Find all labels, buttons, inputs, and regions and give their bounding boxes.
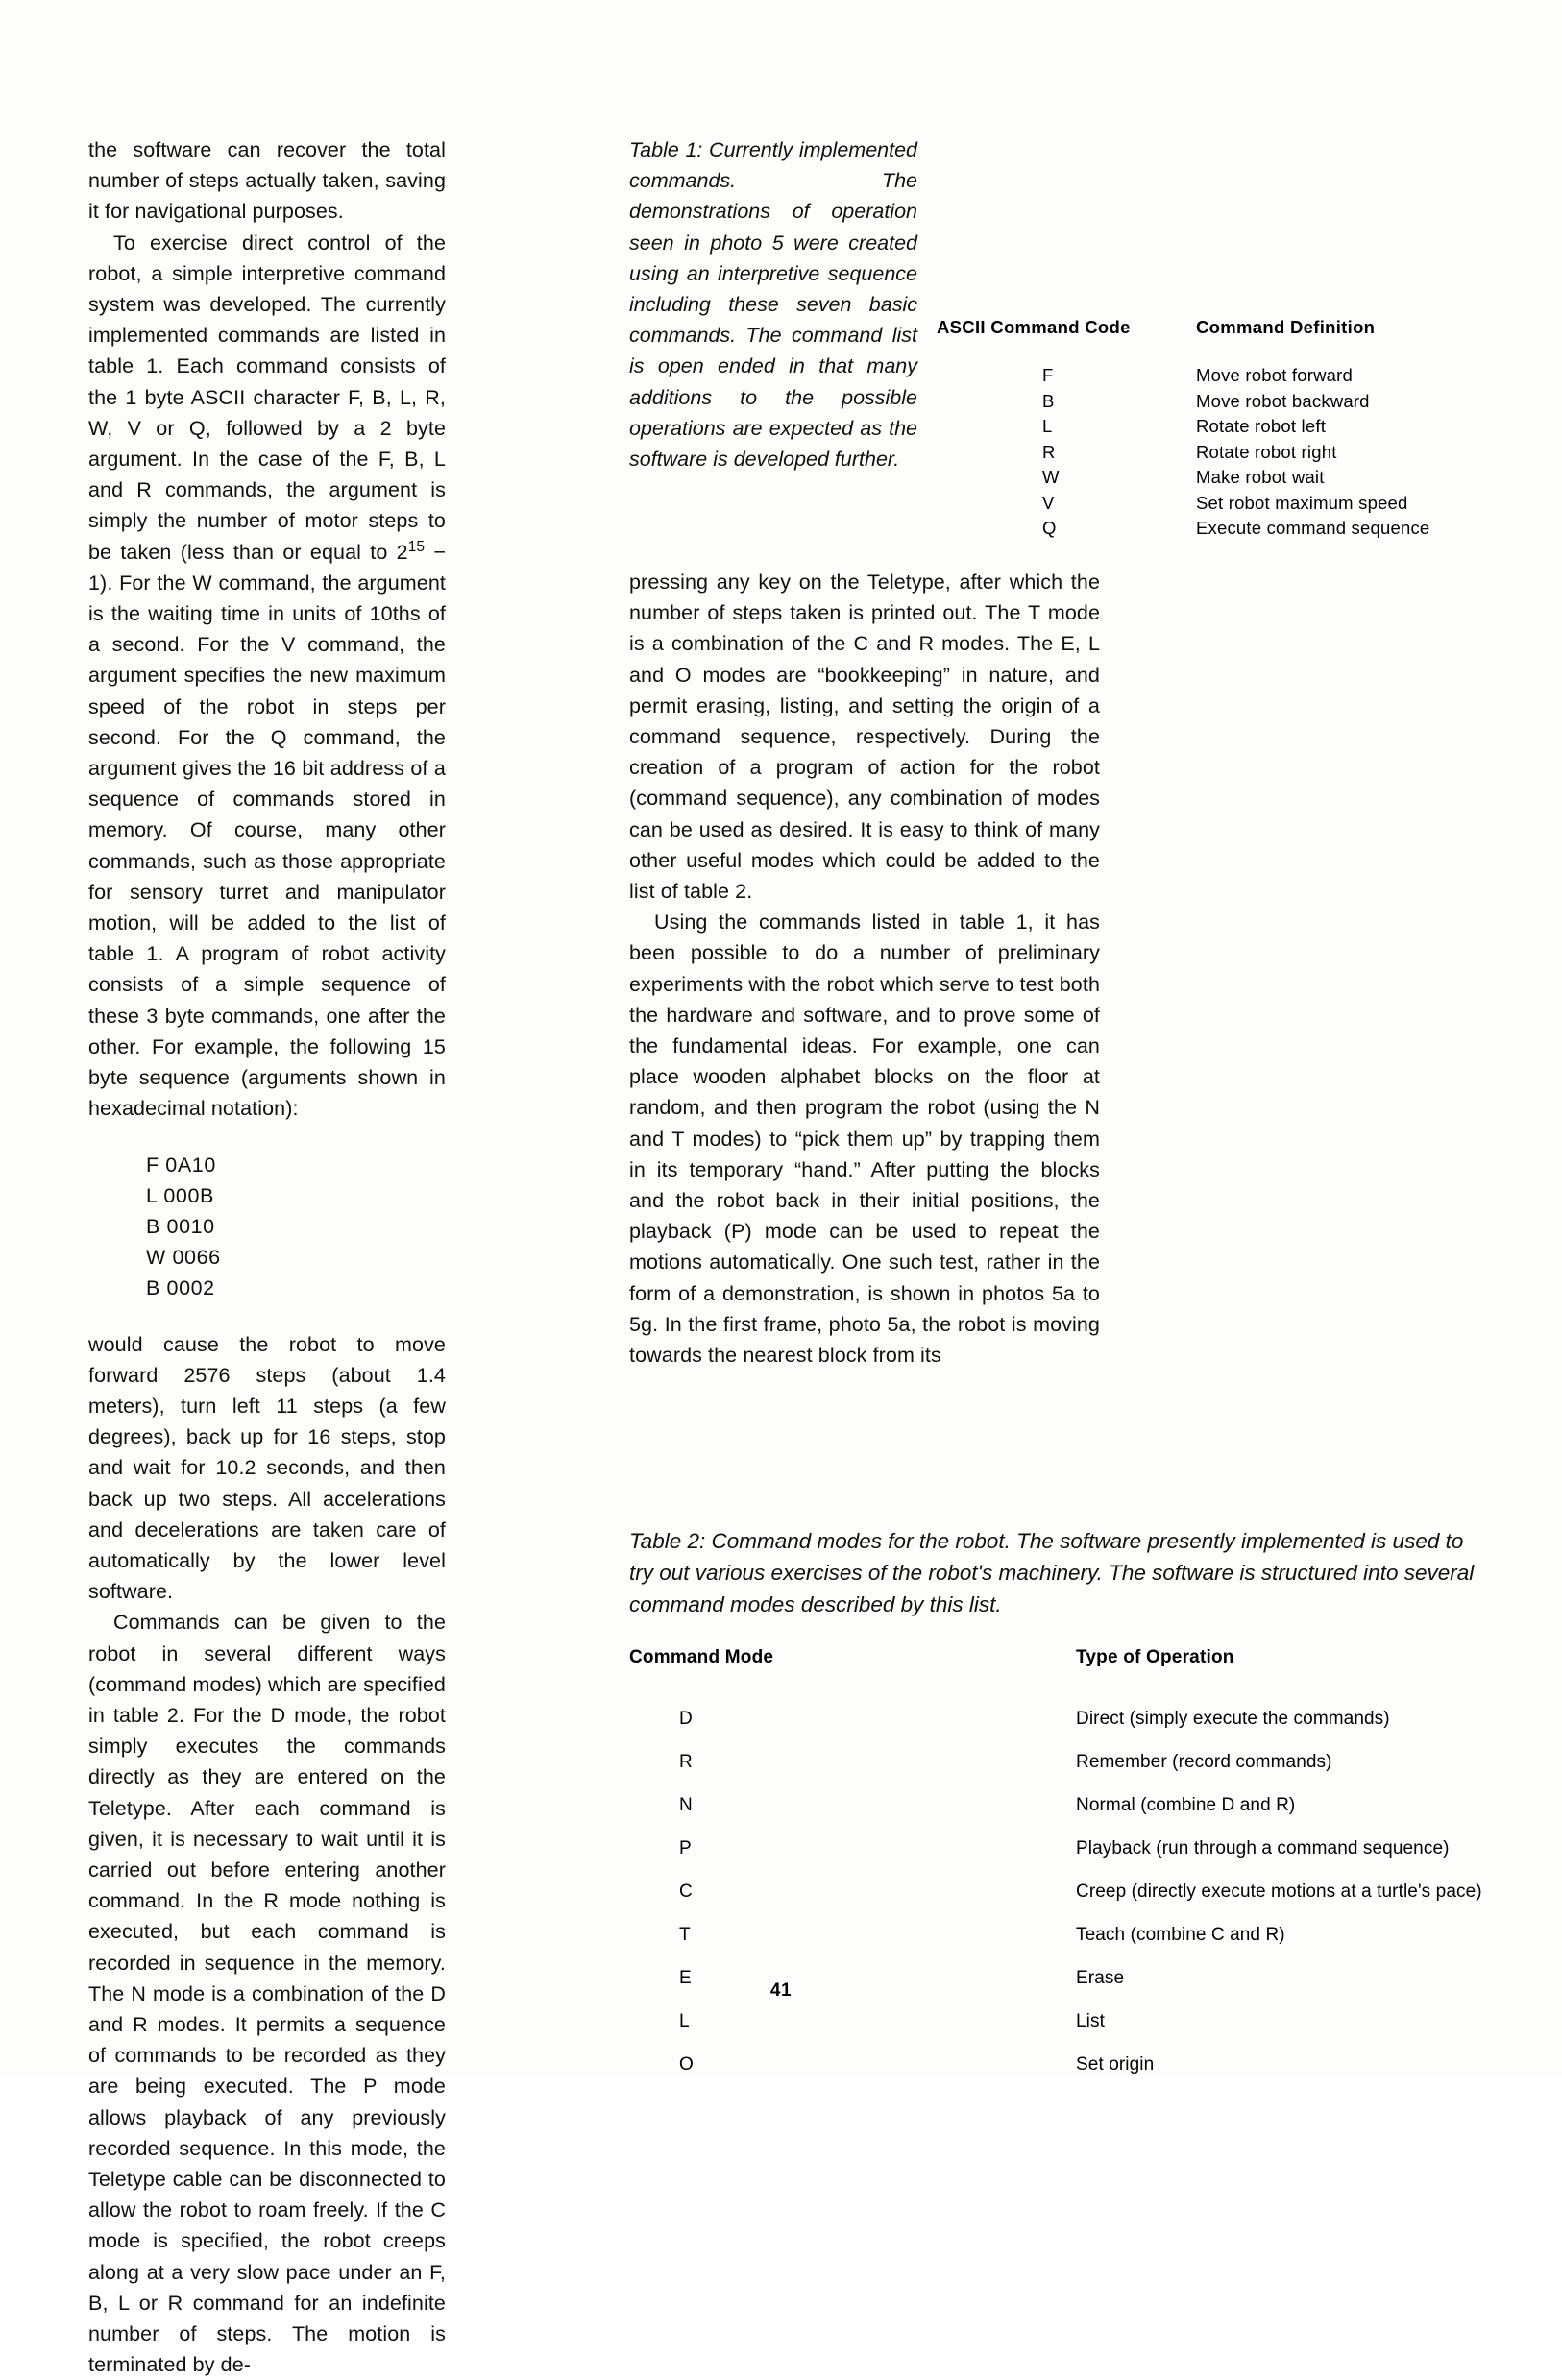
paragraph-5: pressing any key on the Teletype, after which the number of steps taken is printed out. The T mode is a combination of the C and R modes. The E, L and O modes are “bookkeeping” in nature, and permit erasing, listing, and setting the origin of a command sequence, respectively. During the creation of a program of action for the robot (command sequence), any combination of modes can be used as desired. It is easy to think of many other useful modes which could be added to the list of table 2. xyxy=(629,571,1100,904)
table1-cell-code: W xyxy=(1042,467,1060,487)
table1-cell-definition: Move robot backward xyxy=(1196,390,1370,411)
table2-cell-mode: R xyxy=(679,1752,693,1772)
table2-cell-mode: E xyxy=(679,1968,692,1988)
table2-cell-type: Direct (simply execute the commands) xyxy=(1076,1709,1390,1729)
table2-cell-mode: O xyxy=(679,2054,694,2075)
table-row xyxy=(937,414,1475,440)
page-number: 41 xyxy=(769,1980,793,2001)
table2-caption: Table 2: Command modes for the robot. The software presently implemented is used to try out various exercises of the robot's machinery. The software is structured into several command modes described by this list. xyxy=(629,1529,1475,1616)
table2-cell-mode: C xyxy=(679,1882,693,1902)
paragraph-2-start: To exercise direct control of the robot, a simple interpretive command system was developed. The currently implemented commands are listed in table 1. Each command consists of the 1 byte ASCII character F, B, L, R, W, V or Q, followed by a 2 byte argument. In the case of the F, B, L and R commands, the argument is simply the number of motor steps to be taken (less than or equal to 2 xyxy=(88,231,446,564)
code-line: F 0A10 xyxy=(146,1153,216,1177)
paragraph-2-end: − 1). For the W command, the argument is the waiting time in units of 10ths of a second. For the V command, the argument specifies the new maximum speed of the robot in steps per second. For the Q command, the argument gives the 16 bit address of a sequence of commands stored in memory. Of course, many other commands, such as those appropriate for sensory turret and manipulator motion, will be added to the list of table 1. A program of robot activity consists of a simple sequence of these 3 byte commands, one after the other. For example, the following 15 byte sequence (arguments shown in hexadecimal notation): xyxy=(88,540,446,1121)
table2-cell-mode: L xyxy=(679,2011,690,2031)
table-row xyxy=(937,516,1475,542)
paragraph-4: Commands can be given to the robot in several different ways (command modes) which are specified in table 2. For the D mode, the robot simply executes the commands directly as they are entered on the Teletype. After each command is given, it is necessary to wait until it is carried out before entering another command. In the R mode nothing is executed, but each command is recorded in sequence in the memory. The N mode is a combination of the D and R modes. It permits a sequence of commands to be recorded as they are being executed. The P mode allows playback of any previously recorded sequence. In this mode, the Teletype cable can be disconnected to allow the robot to roam freely. If the C mode is specified, the robot creeps along at a very slow pace under an F, B, L or R command for an indefinite number of steps. The motion is terminated by de- xyxy=(88,1611,446,2377)
table-row xyxy=(937,363,1475,389)
paragraph-3: would cause the robot to move forward 2576 steps (about 1.4 meters), turn left 11 steps (a few degrees), back up for 16 steps, stop and wait for 10.2 seconds, and then back up two steps. All accelerations and decelerations are taken care of automatically by the lower level software. xyxy=(88,1332,446,1604)
paragraph-1: the software can recover the total number of steps actually taken, saving it for navigational purposes. xyxy=(88,138,446,224)
table2-header-type: Type of Operation xyxy=(1076,1647,1234,1667)
table2-cell-type: Erase xyxy=(1076,1968,1125,1988)
table2-cell-type: Playback (run through a command sequence) xyxy=(1076,1838,1450,1858)
table1-cell-code: F xyxy=(1042,365,1054,385)
table1-caption: Table 1: Currently implemented commands. The demonstrations of operation seen in photo 5 were created using an interpretive sequence including these seven basic commands. The command list is open ended in that many additions to the possible operations are expected as the software is developed further. xyxy=(629,138,917,472)
table-row xyxy=(629,1697,1494,1740)
table-row xyxy=(937,465,1475,491)
table1-cell-code: B xyxy=(1042,390,1055,411)
table1-cell-definition: Execute command sequence xyxy=(1196,518,1430,538)
right-column xyxy=(629,567,1100,1371)
table2-cell-mode: N xyxy=(679,1795,693,1815)
table1-cell-definition: Move robot forward xyxy=(1196,365,1353,385)
code-line: B 0010 xyxy=(146,1214,215,1238)
code-line: W 0066 xyxy=(146,1246,221,1270)
table1-cell-definition: Make robot wait xyxy=(1196,467,1325,487)
table1-cell-definition: Rotate robot right xyxy=(1196,441,1337,462)
table2-cell-type: Teach (combine C and R) xyxy=(1076,1925,1285,1945)
table-row xyxy=(629,1913,1494,1956)
table1-cell-definition: Rotate robot left xyxy=(1196,416,1327,436)
table2-header-row xyxy=(629,1647,1494,1668)
table-row xyxy=(937,491,1475,517)
table2-header-mode: Command Mode xyxy=(629,1647,774,1667)
table2-cell-type: List xyxy=(1076,2011,1105,2031)
table-row xyxy=(629,1740,1494,1784)
table1-cell-code: R xyxy=(1042,441,1056,462)
left-column xyxy=(88,134,446,2380)
table2-cell-type: Creep (directly execute motions at a turtle's pace) xyxy=(1076,1882,1482,1902)
table-row xyxy=(629,2000,1494,2043)
table2-cell-type: Normal (combine D and R) xyxy=(1076,1795,1296,1815)
code-line: B 0002 xyxy=(146,1276,215,1300)
table1-cell-code: L xyxy=(1042,416,1053,436)
table1-cell-code: V xyxy=(1042,492,1055,513)
table-row xyxy=(629,1870,1494,1913)
paragraph-2 xyxy=(88,228,446,1125)
table1-header-definition: Command Definition xyxy=(1196,317,1376,337)
table2-cell-type: Remember (record commands) xyxy=(1076,1752,1332,1772)
table-row xyxy=(629,2043,1494,2086)
table2-cell-mode: T xyxy=(679,1925,691,1945)
exponent-15: 15 xyxy=(407,538,426,555)
table-row xyxy=(629,1827,1494,1870)
table-row xyxy=(629,1784,1494,1827)
table1-header-code: ASCII Command Code xyxy=(937,317,1131,337)
table1-header-row xyxy=(937,317,1475,338)
table2 xyxy=(629,1647,1494,2086)
table1-cell-definition: Set robot maximum speed xyxy=(1196,492,1408,513)
code-line: L 000B xyxy=(146,1183,214,1207)
table2-cell-mode: P xyxy=(679,1838,692,1858)
table1-cell-code: Q xyxy=(1042,518,1057,538)
table2-cell-mode: D xyxy=(679,1709,693,1729)
paragraph-6: Using the commands listed in table 1, it has been possible to do a number of preliminary experiments with the robot which serve to test both the hardware and software, and to prove some of the fundamental ideas. For example, one can place wooden alphabet blocks on the floor at random, and then program the robot (using the N and T modes) to “pick them up” by trapping them in its temporary “hand.” After putting the blocks and the robot back in their initial positions, the playback (P) mode can be used to repeat the motions automatically. One such test, rather in the form of a demonstration, is shown in photos 5a to 5g. In the first frame, photo 5a, the robot is moving towards the nearest block from its xyxy=(629,911,1100,1368)
table-row xyxy=(937,389,1475,415)
table-row xyxy=(937,440,1475,466)
command-sequence-listing xyxy=(88,1150,446,1304)
table1 xyxy=(937,317,1475,542)
table2-cell-type: Set origin xyxy=(1076,2054,1155,2075)
